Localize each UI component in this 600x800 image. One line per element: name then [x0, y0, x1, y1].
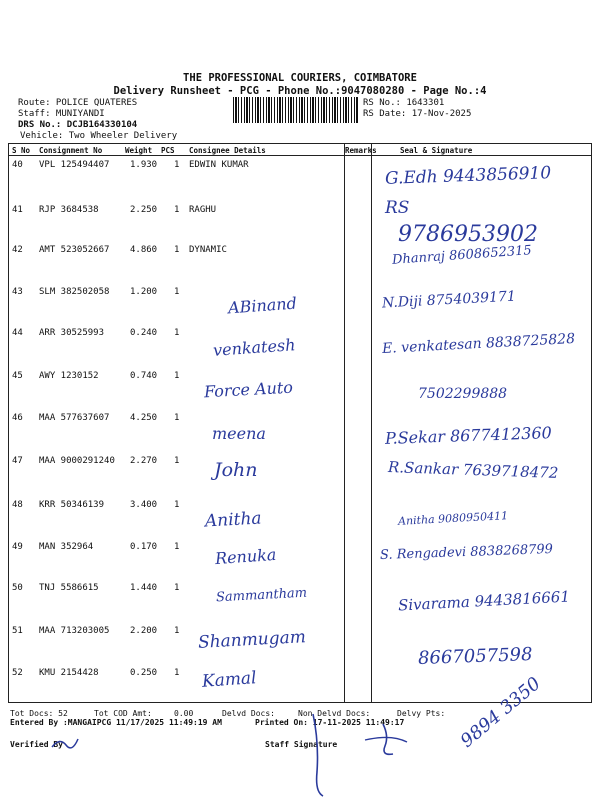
col-seal: Seal & Signature: [400, 146, 473, 155]
vehicle-label: Vehicle: Two Wheeler Delivery: [20, 131, 178, 141]
handwritten-signature: Anitha 9080950411: [397, 509, 509, 528]
route-label: Route: POLICE QUATERES: [18, 98, 138, 108]
non-delivered-docs: Non Delvd Docs:: [298, 709, 371, 718]
row-consignment: MAA 713203005: [39, 626, 110, 636]
row-sno: 49: [12, 542, 23, 552]
handwritten-signature: 8667057598: [417, 644, 533, 669]
rs-number: RS No.: 1643301: [363, 98, 445, 108]
row-weight: 0.170: [130, 542, 158, 552]
total-cod-value: 0.00: [174, 709, 194, 718]
row-weight: 2.200: [130, 626, 158, 636]
row-consignment: SLM 382502058: [39, 287, 110, 297]
row-pcs: 1: [174, 160, 180, 170]
handwritten-signature: Sivarama 9443816661: [397, 587, 571, 615]
row-weight: 1.930: [130, 160, 158, 170]
handwritten-signature: G.Edh 9443856910: [384, 163, 552, 189]
row-weight: 3.400: [130, 500, 158, 510]
row-weight: 4.250: [130, 413, 158, 423]
row-sno: 48: [12, 500, 23, 510]
staff-label: Staff: MUNIYANDI: [18, 109, 105, 119]
header-divider: [8, 155, 592, 156]
row-pcs: 1: [174, 413, 180, 423]
row-weight: 4.860: [130, 245, 158, 255]
row-consignment: MAA 9000291240: [39, 456, 115, 466]
row-consignment: AMT 523052667: [39, 245, 110, 255]
handwritten-consignee: Anitha: [204, 508, 263, 532]
row-consignee: DYNAMIC: [189, 245, 227, 255]
handwritten-consignee: Shanmugam: [197, 627, 307, 653]
handwritten-signature: P.Sekar 8677412360: [384, 423, 553, 448]
col-weight: Weight: [125, 146, 153, 155]
row-consignment: MAN 352964: [39, 542, 94, 552]
row-sno: 42: [12, 245, 23, 255]
col-remarks: Remarks: [345, 146, 377, 155]
handwritten-consignee: Renuka: [214, 544, 277, 569]
total-cod-label: Tot COD Amt:: [94, 709, 152, 718]
handwritten-consignee: John: [214, 459, 258, 481]
rs-date: RS Date: 17-Nov-2025: [363, 109, 472, 119]
row-sno: 40: [12, 160, 23, 170]
row-sno: 50: [12, 583, 23, 593]
handwritten-consignee: ABinand: [227, 293, 298, 318]
col-consignee: Consignee Details: [189, 146, 266, 155]
entered-by: Entered By :MANGAIPCG 11/17/2025 11:49:19 AM: [10, 718, 222, 727]
delivery-points: Delvy Pts:: [397, 709, 446, 718]
handwritten-signature: N.Diji 8754039171: [381, 288, 517, 312]
verified-by: Verified By: [10, 740, 63, 749]
col-consignment: Consignment No: [39, 146, 103, 155]
row-consignment: VPL 125494407: [39, 160, 110, 170]
row-consignment: KRR 50346139: [39, 500, 105, 510]
handwritten-signature: S. Rengadevi 8838268799: [379, 541, 554, 564]
row-sno: 45: [12, 371, 23, 381]
delivered-docs: Delvd Docs:: [222, 709, 275, 718]
row-sno: 43: [12, 287, 23, 297]
row-consignment: MAA 577637607: [39, 413, 110, 423]
row-weight: 2.250: [130, 205, 158, 215]
total-docs: Tot Docs: 52: [10, 709, 68, 718]
row-consignment: TNJ 5586615: [39, 583, 99, 593]
row-pcs: 1: [174, 245, 180, 255]
row-weight: 0.250: [130, 668, 158, 678]
row-pcs: 1: [174, 287, 180, 297]
handwritten-signature: RS: [385, 198, 410, 218]
company-title: THE PROFESSIONAL COURIERS, COIMBATORE: [183, 72, 417, 84]
row-pcs: 1: [174, 668, 180, 678]
row-weight: 2.270: [130, 456, 158, 466]
staff-signature-mark: [295, 712, 415, 797]
row-pcs: 1: [174, 626, 180, 636]
handwritten-consignee: meena: [212, 424, 266, 443]
row-pcs: 1: [174, 371, 180, 381]
row-sno: 52: [12, 668, 23, 678]
barcode-image: [233, 97, 359, 123]
row-sno: 44: [12, 328, 23, 338]
runsheet-subtitle: Delivery Runsheet - PCG - Phone No.:9047080280 - Page No.:4: [113, 85, 487, 97]
handwritten-consignee: Kamal: [201, 668, 258, 692]
row-weight: 0.740: [130, 371, 158, 381]
row-pcs: 1: [174, 328, 180, 338]
row-sno: 41: [12, 205, 23, 215]
handwritten-signature: E. venkatesan 8838725828: [381, 330, 576, 358]
row-weight: 0.240: [130, 328, 158, 338]
staff-signature: Staff Signature: [265, 740, 338, 749]
row-sno: 51: [12, 626, 23, 636]
row-pcs: 1: [174, 205, 180, 215]
column-divider: [344, 143, 345, 703]
row-consignee: EDWIN KUMAR: [189, 160, 249, 170]
handwritten-signature: 7502299888: [418, 386, 508, 402]
handwritten-consignee: Force Auto: [203, 377, 294, 402]
row-pcs: 1: [174, 456, 180, 466]
handwritten-consignee: venkatesh: [212, 335, 297, 360]
row-pcs: 1: [174, 500, 180, 510]
drs-number: DRS No.: DCJB164330104: [18, 120, 138, 130]
handwritten-signature: 9894 3350: [456, 673, 545, 752]
row-sno: 46: [12, 413, 23, 423]
column-divider: [371, 143, 372, 703]
row-consignment: KMU 2154428: [39, 668, 99, 678]
verified-signature-mark: [50, 735, 80, 755]
row-sno: 47: [12, 456, 23, 466]
handwritten-consignee: Sammantham: [215, 585, 308, 606]
row-pcs: 1: [174, 583, 180, 593]
printed-on: Printed On: 17-11-2025 11:49:17: [255, 718, 405, 727]
row-weight: 1.200: [130, 287, 158, 297]
row-pcs: 1: [174, 542, 180, 552]
row-consignment: AWY 1230152: [39, 371, 99, 381]
row-consignee: RAGHU: [189, 205, 217, 215]
handwritten-signature: Dhanraj 8608652315: [391, 243, 533, 268]
col-sno: S No: [12, 146, 31, 155]
row-weight: 1.440: [130, 583, 158, 593]
handwritten-signature: 9786953902: [398, 222, 538, 247]
col-pcs: PCS: [161, 146, 175, 155]
row-consignment: ARR 30525993: [39, 328, 105, 338]
handwritten-signature: R.Sankar 7639718472: [387, 458, 559, 482]
row-consignment: RJP 3684538: [39, 205, 99, 215]
